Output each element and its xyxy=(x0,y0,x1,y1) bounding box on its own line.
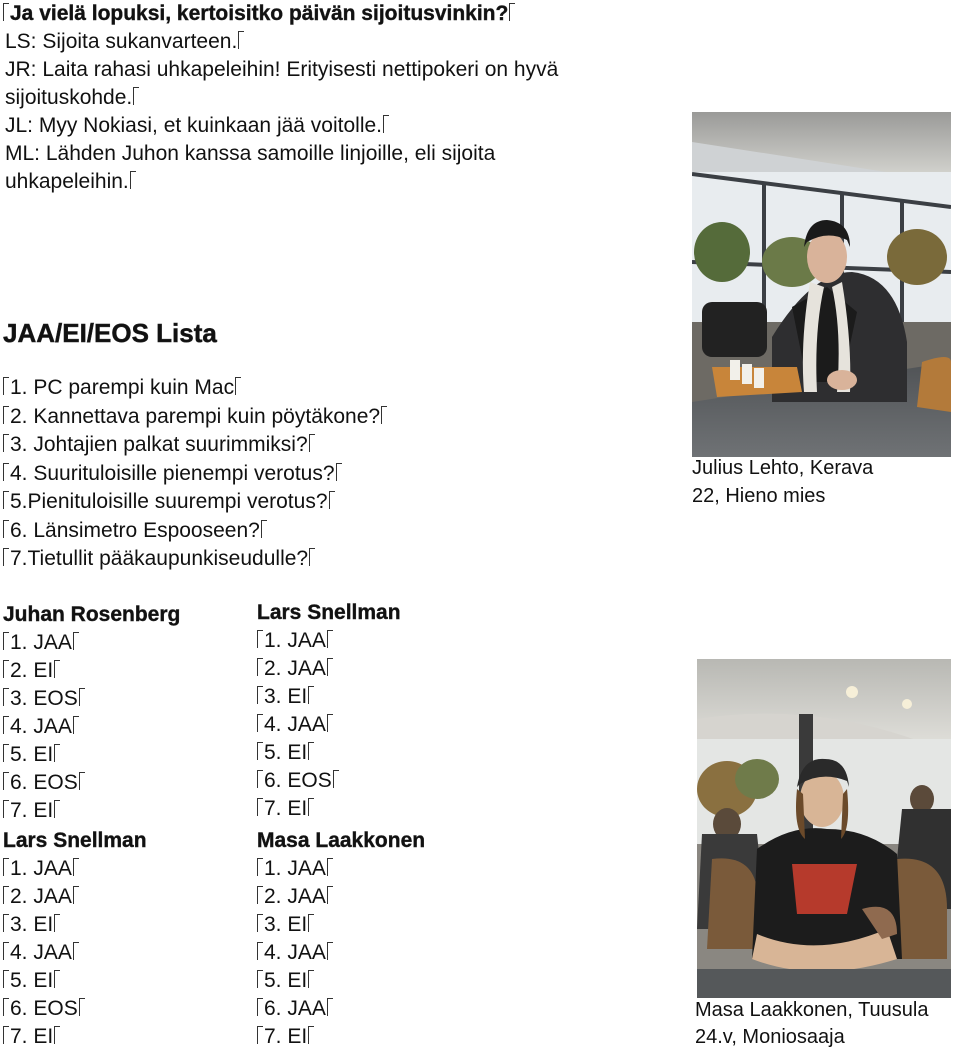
vote-item: 2. EI xyxy=(3,657,60,685)
paragraph-mark xyxy=(238,31,244,49)
paragraph-mark xyxy=(257,998,263,1016)
vote-item: 1. JAA xyxy=(257,627,333,655)
paragraph-mark xyxy=(3,660,9,678)
paragraph-mark xyxy=(3,998,9,1016)
vote-item: 7. EI xyxy=(257,1023,314,1051)
paragraph-mark xyxy=(327,630,333,648)
vote-item: 6. EOS xyxy=(3,995,85,1023)
paragraph-mark xyxy=(3,942,9,960)
vote-item: 1. JAA xyxy=(3,629,79,657)
paragraph-mark xyxy=(333,770,339,788)
paragraph-mark xyxy=(54,800,60,818)
photo-illustration xyxy=(697,659,951,998)
paragraph-mark xyxy=(257,970,263,988)
paragraph-mark xyxy=(3,548,9,566)
paragraph-mark xyxy=(327,886,333,904)
paragraph-mark xyxy=(73,716,79,734)
paragraph-mark xyxy=(329,491,335,509)
paragraph-mark xyxy=(327,858,333,876)
paragraph-mark xyxy=(73,942,79,960)
paragraph-mark xyxy=(257,742,263,760)
vote-item: 4. JAA xyxy=(257,939,333,967)
vote-item: 2. JAA xyxy=(257,655,333,683)
paragraph-mark xyxy=(308,1026,314,1044)
paragraph-mark xyxy=(3,1026,9,1044)
paragraph-mark xyxy=(3,491,9,509)
photo-caption-line: Masa Laakkonen, Tuusula xyxy=(695,999,929,1021)
paragraph-mark xyxy=(257,658,263,676)
paragraph-mark xyxy=(3,434,9,452)
paragraph-mark xyxy=(308,970,314,988)
paragraph-mark xyxy=(257,770,263,788)
paragraph-mark xyxy=(257,886,263,904)
paragraph-mark xyxy=(257,858,263,876)
paragraph-mark xyxy=(257,1026,263,1044)
photo-caption-line: Julius Lehto, Kerava xyxy=(692,457,874,479)
vote-item: 2. JAA xyxy=(3,883,79,911)
paragraph-mark xyxy=(54,1026,60,1044)
paragraph-mark xyxy=(3,377,9,395)
paragraph-mark xyxy=(257,942,263,960)
paragraph-mark xyxy=(509,3,515,21)
paragraph-mark xyxy=(327,998,333,1016)
paragraph-mark xyxy=(79,772,85,790)
paragraph-mark xyxy=(3,520,9,538)
list-item: 3. Johtajien palkat suurimmiksi? xyxy=(3,431,315,459)
photo-caption-line: 22, Hieno mies xyxy=(692,485,826,507)
paragraph-mark xyxy=(54,660,60,678)
paragraph-mark xyxy=(309,548,315,566)
photo-julius-lehto xyxy=(692,112,951,457)
paragraph-mark xyxy=(3,406,9,424)
paragraph-mark xyxy=(133,87,139,105)
vote-item: 7. EI xyxy=(257,795,314,823)
vote-item: 6. EOS xyxy=(3,769,85,797)
paragraph-mark xyxy=(130,171,136,189)
paragraph-mark xyxy=(54,970,60,988)
paragraph-mark xyxy=(257,714,263,732)
paragraph-mark xyxy=(3,914,9,932)
paragraph-mark xyxy=(336,463,342,481)
list-item: 5.Pienituloisille suurempi verotus? xyxy=(3,488,335,516)
photo-masa-laakkonen xyxy=(697,659,951,998)
intro-answer: ML: Lähden Juhon kanssa samoille linjoille, eli sijoita xyxy=(5,142,496,165)
photo-illustration xyxy=(692,112,951,457)
paragraph-mark xyxy=(327,658,333,676)
paragraph-mark xyxy=(3,772,9,790)
vote-item: 3. EOS xyxy=(3,685,85,713)
vote-item: 7. EI xyxy=(3,1023,60,1051)
paragraph-mark xyxy=(327,714,333,732)
intro-answer: sijoituskohde. xyxy=(5,84,139,112)
paragraph-mark xyxy=(3,688,9,706)
paragraph-mark xyxy=(308,686,314,704)
paragraph-mark xyxy=(54,914,60,932)
paragraph-mark xyxy=(383,115,389,133)
paragraph-mark xyxy=(3,716,9,734)
paragraph-mark xyxy=(3,858,9,876)
paragraph-mark xyxy=(257,686,263,704)
voter-name: Lars Snellman xyxy=(257,601,401,624)
intro-answer: JR: Laita rahasi uhkapeleihin! Erityisesti nettipokeri on hyvä xyxy=(5,58,559,81)
intro-answer: JL: Myy Nokiasi, et kuinkaan jää voitolle. xyxy=(5,112,389,140)
list-item: 7.Tietullit pääkaupunkiseudulle? xyxy=(3,545,315,573)
paragraph-mark xyxy=(308,742,314,760)
paragraph-mark xyxy=(235,377,241,395)
vote-item: 3. EI xyxy=(257,911,314,939)
paragraph-mark xyxy=(308,798,314,816)
paragraph-mark xyxy=(3,744,9,762)
paragraph-mark xyxy=(309,434,315,452)
vote-item: 1. JAA xyxy=(3,855,79,883)
paragraph-mark xyxy=(381,406,387,424)
paragraph-mark xyxy=(73,886,79,904)
paragraph-mark xyxy=(54,744,60,762)
paragraph-mark xyxy=(327,942,333,960)
vote-item: 4. JAA xyxy=(3,713,79,741)
voter-name: Lars Snellman xyxy=(3,829,147,852)
paragraph-mark xyxy=(3,632,9,650)
paragraph-mark xyxy=(73,632,79,650)
paragraph-mark xyxy=(79,688,85,706)
vote-item: 4. JAA xyxy=(257,711,333,739)
paragraph-mark xyxy=(3,463,9,481)
list-title: JAA/EI/EOS Lista xyxy=(3,318,217,348)
vote-item: 7. EI xyxy=(3,797,60,825)
vote-item: 4. JAA xyxy=(3,939,79,967)
list-item: 4. Suurituloisille pienempi verotus? xyxy=(3,460,342,488)
intro-answer: uhkapeleihin. xyxy=(5,168,136,196)
vote-item: 2. JAA xyxy=(257,883,333,911)
vote-item: 6. EOS xyxy=(257,767,339,795)
vote-item: 3. EI xyxy=(257,683,314,711)
voter-name: Juhan Rosenberg xyxy=(3,603,181,626)
paragraph-mark xyxy=(257,798,263,816)
vote-item: 5. EI xyxy=(3,967,60,995)
paragraph-mark xyxy=(308,914,314,932)
paragraph-mark xyxy=(3,970,9,988)
vote-item: 5. EI xyxy=(257,967,314,995)
paragraph-mark xyxy=(257,630,263,648)
paragraph-mark xyxy=(3,3,9,21)
intro-question: Ja vielä lopuksi, kertoisitko päivän sijoitusvinkin? xyxy=(3,0,515,28)
list-item: 1. PC parempi kuin Mac xyxy=(3,374,241,402)
paragraph-mark xyxy=(261,520,267,538)
paragraph-mark xyxy=(73,858,79,876)
list-item: 2. Kannettava parempi kuin pöytäkone? xyxy=(3,403,387,431)
vote-item: 3. EI xyxy=(3,911,60,939)
paragraph-mark xyxy=(3,886,9,904)
paragraph-mark xyxy=(3,800,9,818)
paragraph-mark xyxy=(79,998,85,1016)
intro-answer: LS: Sijoita sukanvarteen. xyxy=(5,28,244,56)
vote-item: 5. EI xyxy=(257,739,314,767)
photo-caption-line: 24.v, Moniosaaja xyxy=(695,1026,845,1048)
vote-item: 6. JAA xyxy=(257,995,333,1023)
vote-item: 5. EI xyxy=(3,741,60,769)
list-item: 6. Länsimetro Espooseen? xyxy=(3,517,267,545)
paragraph-mark xyxy=(257,914,263,932)
voter-name: Masa Laakkonen xyxy=(257,829,426,852)
vote-item: 1. JAA xyxy=(257,855,333,883)
